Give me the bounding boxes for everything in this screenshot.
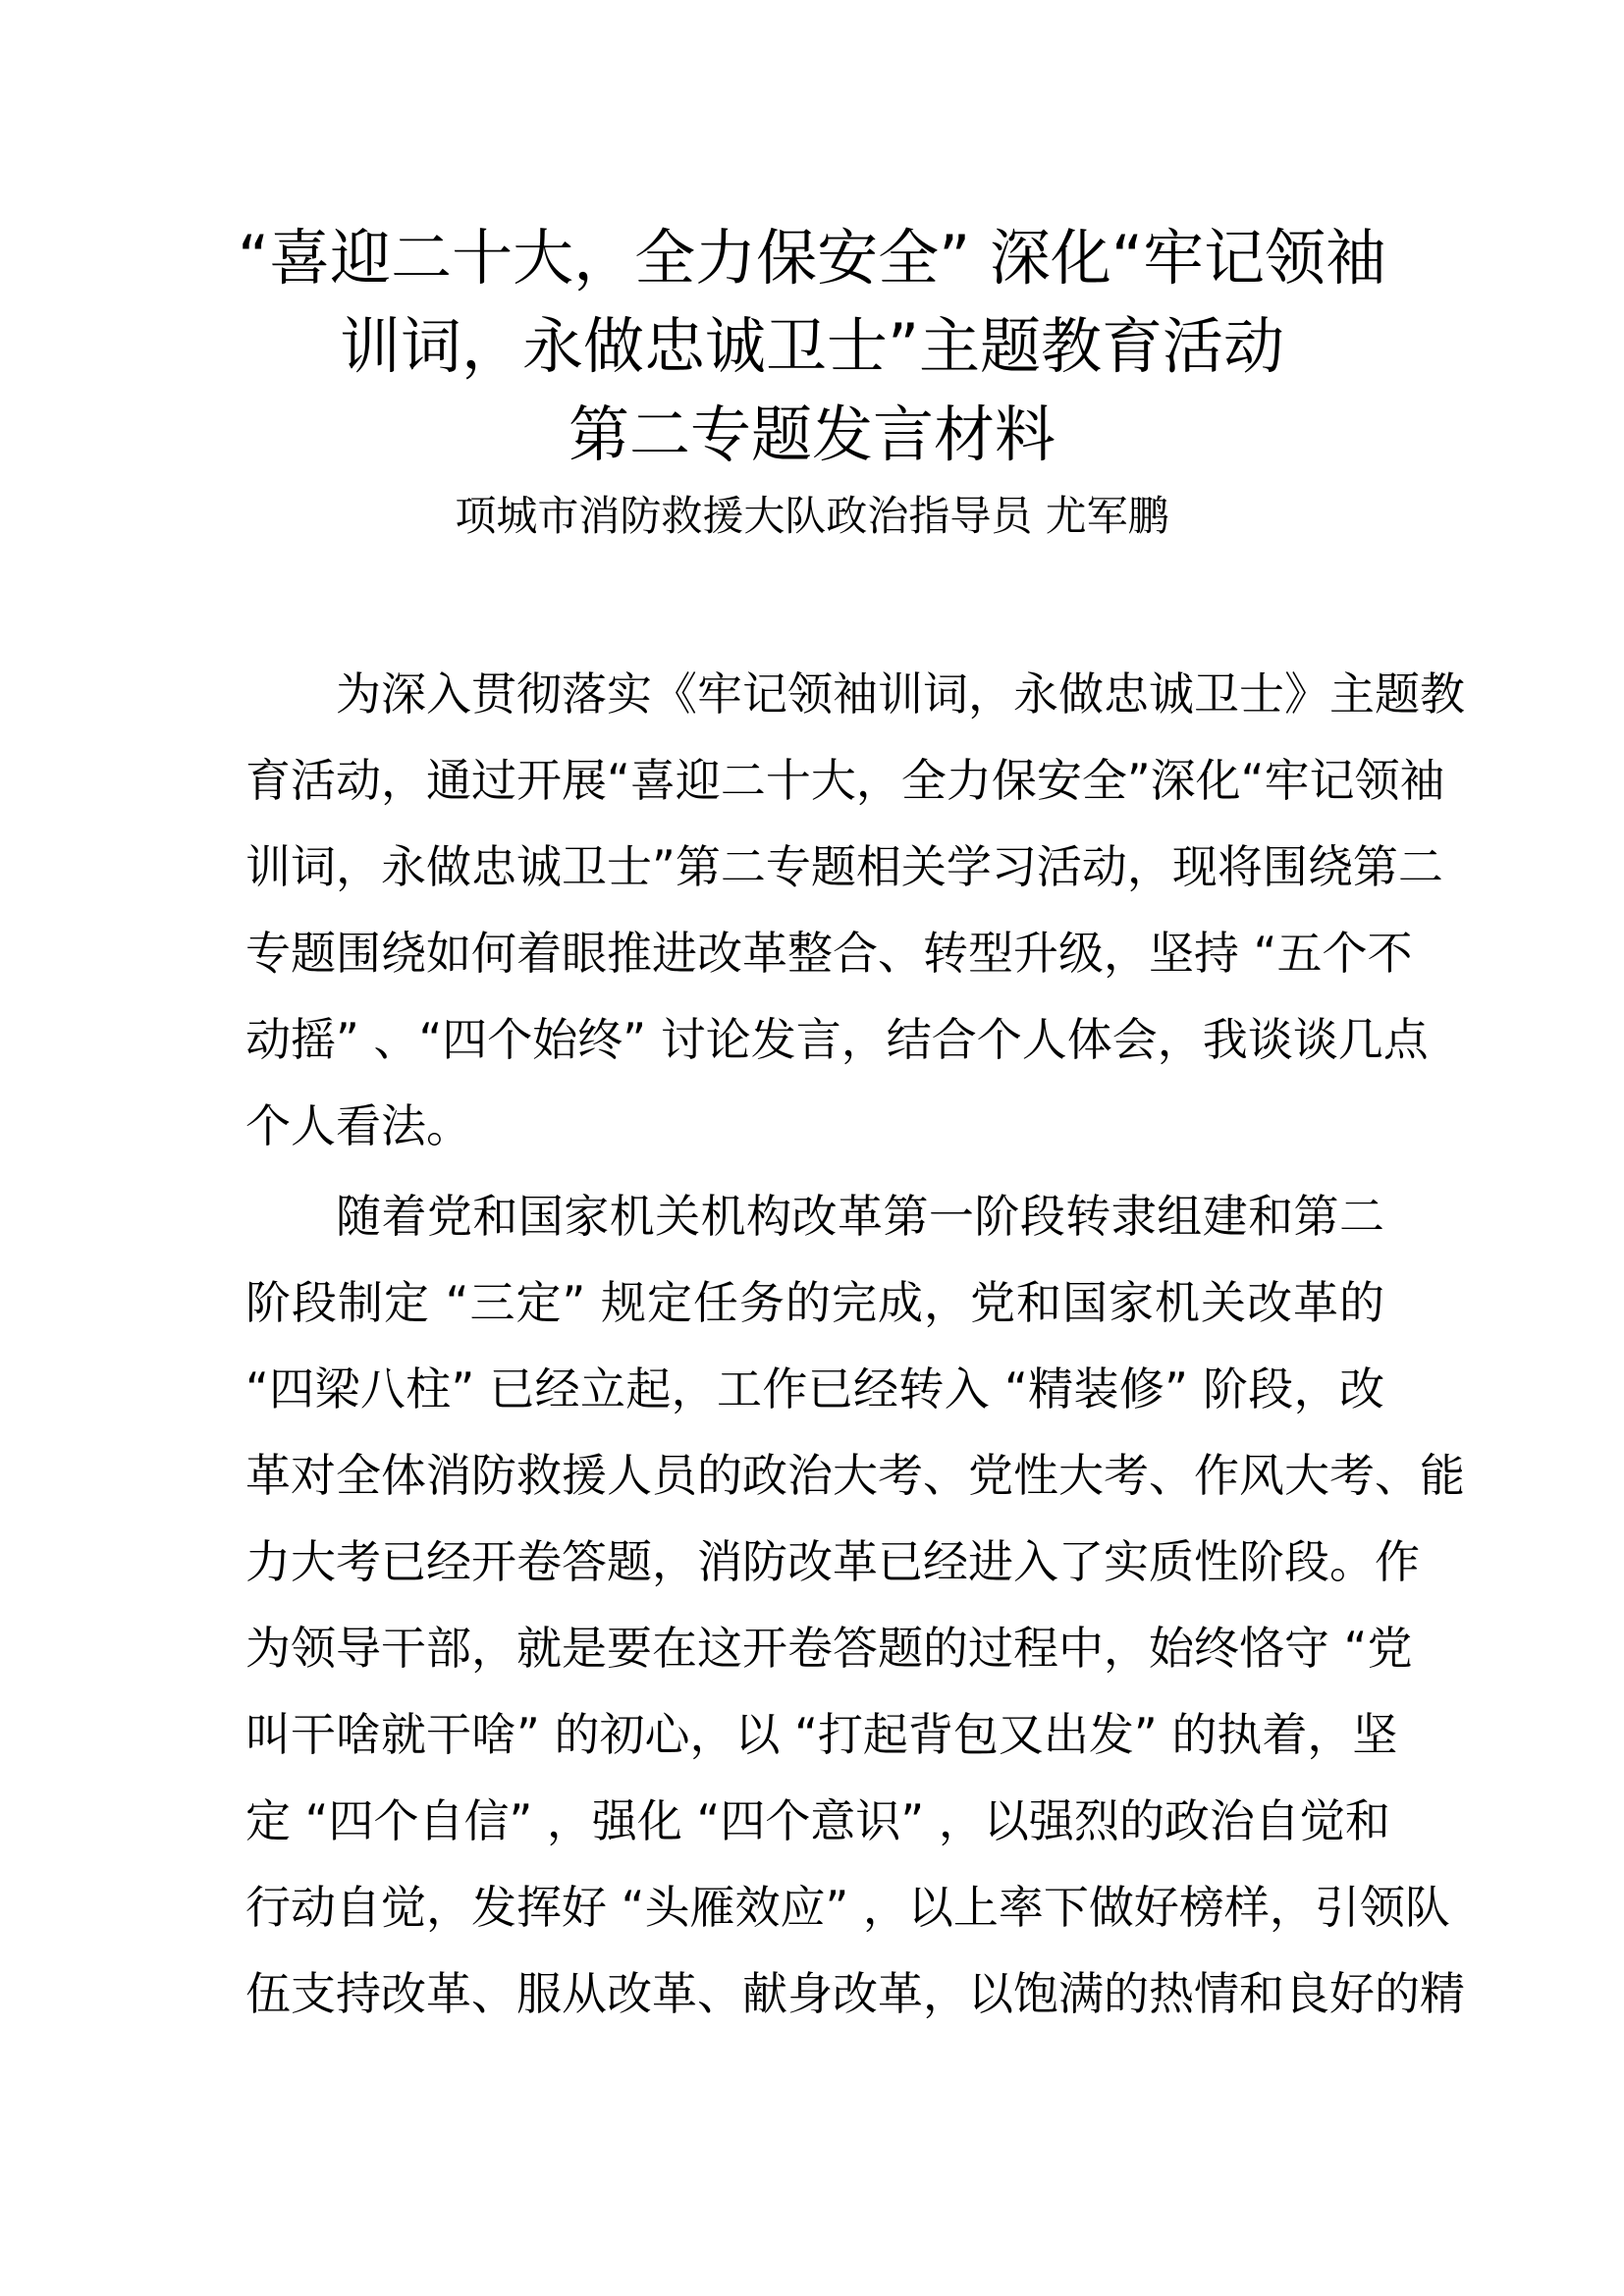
body-text (245, 651, 1465, 2037)
paragraph-line: 阶段制定 “三定” 规定任务的完成，党和国家机关改革的 (245, 1276, 1384, 1329)
paragraph-line: 叫干啥就干啥” 的初心，以 “打起背包又出发” 的执着，坚 (245, 1708, 1398, 1761)
author-line: 项城市消防救援大队政治指导员 尤军鹏 (455, 492, 1169, 540)
paragraph-line: 专题围绕如何着眼推进改革整合、转型升级，坚持 “五个不 (245, 927, 1413, 980)
title-block (196, 214, 1428, 546)
paragraph-line: 为领导干部，就是要在这开卷答题的过程中，始终恪守 “党 (245, 1622, 1413, 1675)
paragraph-line: 伍支持改革、服从改革、献身改革，以饱满的热情和良好的精 (245, 1967, 1465, 2020)
paragraph-line: 革对全体消防救援人员的政治大考、党性大考、作风大考、能 (245, 1449, 1465, 1502)
title-line-1: “喜迎二十大，全力保安全” 深化“牢记领袖 (237, 222, 1387, 294)
paragraph-line: 力大考已经开卷答题，消防改革已经进入了实质性阶段。作 (245, 1535, 1420, 1588)
paragraph-2 (245, 1173, 1465, 2037)
title-line-3: 第二专题发言材料 (568, 399, 1056, 470)
paragraph-1 (245, 651, 1465, 1169)
paragraph-line: 动摇” 、“四个始终” 讨论发言，结合个人体会，我谈谈几点 (245, 1013, 1429, 1066)
paragraph-line: 行动自觉，发挥好 “头雁效应” ，以上率下做好榜样，引领队 (245, 1881, 1450, 1934)
title-line-2: 训词，永做忠诚卫士”主题教育活动 (339, 310, 1285, 382)
paragraph-line: 育活动，通过开展“喜迎二十大，全力保安全”深化“牢记领袖 (245, 754, 1445, 807)
paragraph-line: 定 “四个自信” ，强化 “四个意识” ，以强烈的政治自觉和 (245, 1794, 1390, 1847)
paragraph-line: 为深入贯彻落实《牢记领袖训词，永做忠诚卫士》主题教 (336, 667, 1465, 721)
paragraph-line: 随着党和国家机关机构改革第一阶段转隶组建和第二 (336, 1190, 1384, 1243)
paragraph-line: 个人看法。 (245, 1099, 471, 1152)
paragraph-line: 训词，永做忠诚卫士”第二专题相关学习活动，现将围绕第二 (245, 840, 1443, 893)
paragraph-line: “四梁八柱” 已经立起，工作已经转入 “精装修” 阶段，改 (245, 1362, 1384, 1415)
